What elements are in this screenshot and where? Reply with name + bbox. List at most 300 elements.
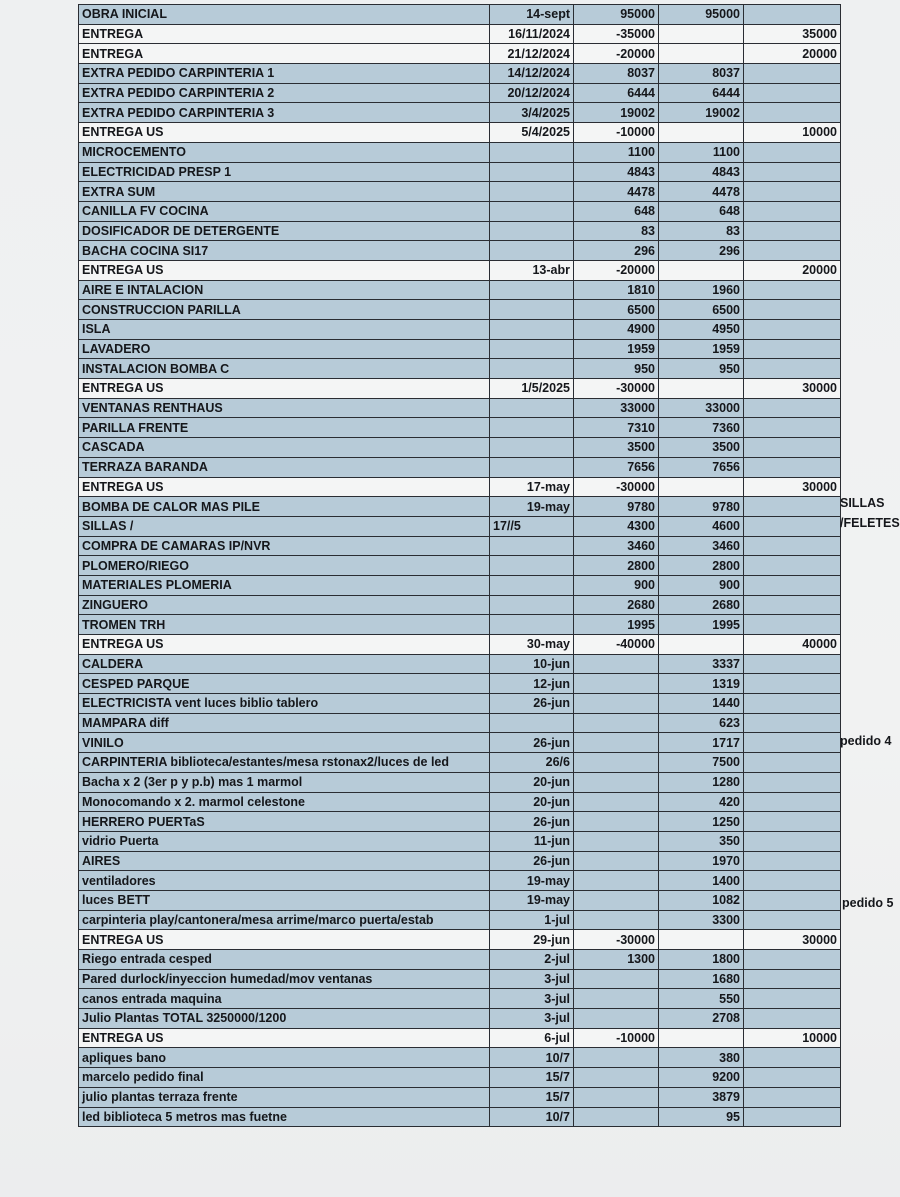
row-date: [490, 418, 574, 438]
row-amount: 6444: [574, 83, 659, 103]
table-row: [79, 851, 841, 871]
row-amount: [574, 1068, 659, 1088]
row-description: ELECTRICIDAD PRESP 1: [79, 162, 490, 182]
row-description: Riego entrada cesped: [79, 950, 490, 970]
row-description: VENTANAS RENTHAUS: [79, 398, 490, 418]
row-cost: 1100: [659, 142, 744, 162]
row-payment: [744, 5, 841, 25]
row-payment: [744, 772, 841, 792]
row-payment: [744, 1068, 841, 1088]
row-payment: [744, 83, 841, 103]
row-description: PLOMERO/RIEGO: [79, 556, 490, 576]
row-payment: 10000: [744, 1028, 841, 1048]
row-cost: [659, 44, 744, 64]
row-date: 12-jun: [490, 674, 574, 694]
note-feletes: /FELETES: [840, 516, 900, 530]
row-amount: 9780: [574, 497, 659, 517]
row-cost: [659, 379, 744, 399]
row-date: 20-jun: [490, 772, 574, 792]
row-date: [490, 398, 574, 418]
row-description: EXTRA PEDIDO CARPINTERIA 2: [79, 83, 490, 103]
row-payment: [744, 398, 841, 418]
row-cost: 648: [659, 201, 744, 221]
row-payment: [744, 812, 841, 832]
table-row: [79, 497, 841, 517]
row-date: [490, 221, 574, 241]
row-date: 19-may: [490, 497, 574, 517]
table-row: [79, 103, 841, 123]
row-date: [490, 615, 574, 635]
row-amount: [574, 674, 659, 694]
row-date: 10/7: [490, 1048, 574, 1068]
row-cost: 380: [659, 1048, 744, 1068]
table-row: [79, 418, 841, 438]
table-row: [79, 753, 841, 773]
row-cost: 3500: [659, 438, 744, 458]
row-amount: 1959: [574, 339, 659, 359]
table-row: [79, 654, 841, 674]
row-cost: 7360: [659, 418, 744, 438]
row-cost: 33000: [659, 398, 744, 418]
row-amount: [574, 1107, 659, 1127]
row-amount: 1300: [574, 950, 659, 970]
row-description: OBRA INICIAL: [79, 5, 490, 25]
row-amount: [574, 713, 659, 733]
row-date: 26/6: [490, 753, 574, 773]
row-description: ISLA: [79, 320, 490, 340]
row-date: 10/7: [490, 1107, 574, 1127]
row-description: ventiladores: [79, 871, 490, 891]
row-cost: 9200: [659, 1068, 744, 1088]
row-description: ENTREGA US: [79, 930, 490, 950]
row-cost: 1440: [659, 694, 744, 714]
row-payment: [744, 536, 841, 556]
row-payment: [744, 457, 841, 477]
row-cost: 1717: [659, 733, 744, 753]
row-payment: [744, 595, 841, 615]
row-description: ENTREGA US: [79, 123, 490, 143]
row-payment: [744, 359, 841, 379]
row-date: 19-may: [490, 871, 574, 891]
row-cost: 4950: [659, 320, 744, 340]
row-amount: 4478: [574, 182, 659, 202]
row-cost: 950: [659, 359, 744, 379]
row-amount: 4843: [574, 162, 659, 182]
row-amount: -20000: [574, 44, 659, 64]
row-description: ENTREGA US: [79, 379, 490, 399]
row-description: VINILO: [79, 733, 490, 753]
row-description: Bacha x 2 (3er p y p.b) mas 1 marmol: [79, 772, 490, 792]
row-amount: -20000: [574, 260, 659, 280]
row-cost: 1959: [659, 339, 744, 359]
row-cost: 1680: [659, 969, 744, 989]
row-amount: 7656: [574, 457, 659, 477]
row-cost: 6444: [659, 83, 744, 103]
row-description: SILLAS /: [79, 516, 490, 536]
row-description: CESPED PARQUE: [79, 674, 490, 694]
row-cost: 1250: [659, 812, 744, 832]
row-date: [490, 142, 574, 162]
row-description: apliques bano: [79, 1048, 490, 1068]
row-payment: [744, 1087, 841, 1107]
table-row: [79, 221, 841, 241]
row-description: ENTREGA US: [79, 635, 490, 655]
row-description: CANILLA FV COCINA: [79, 201, 490, 221]
row-payment: [744, 871, 841, 891]
row-description: CONSTRUCCION PARILLA: [79, 300, 490, 320]
row-payment: [744, 201, 841, 221]
row-date: 5/4/2025: [490, 123, 574, 143]
row-amount: [574, 772, 659, 792]
row-amount: [574, 1009, 659, 1029]
row-payment: [744, 182, 841, 202]
table-row: [79, 1009, 841, 1029]
row-payment: [744, 64, 841, 84]
note-pedido-5: pedido 5: [842, 896, 894, 910]
row-cost: 420: [659, 792, 744, 812]
row-description: AIRE E INTALACION: [79, 280, 490, 300]
row-payment: 30000: [744, 930, 841, 950]
row-payment: [744, 910, 841, 930]
row-date: 26-jun: [490, 812, 574, 832]
row-amount: 900: [574, 575, 659, 595]
table-row: [79, 772, 841, 792]
row-amount: [574, 753, 659, 773]
row-amount: -10000: [574, 123, 659, 143]
row-amount: 1810: [574, 280, 659, 300]
row-description: vidrio Puerta: [79, 831, 490, 851]
row-payment: [744, 221, 841, 241]
row-date: [490, 339, 574, 359]
row-description: HERRERO PUERTaS: [79, 812, 490, 832]
row-description: TROMEN TRH: [79, 615, 490, 635]
row-cost: 95000: [659, 5, 744, 25]
row-date: 3-jul: [490, 989, 574, 1009]
row-description: MATERIALES PLOMERIA: [79, 575, 490, 595]
row-payment: [744, 831, 841, 851]
row-date: 3/4/2025: [490, 103, 574, 123]
table-row: [79, 24, 841, 44]
row-date: 13-abr: [490, 260, 574, 280]
row-payment: [744, 320, 841, 340]
row-date: 20-jun: [490, 792, 574, 812]
row-cost: 3300: [659, 910, 744, 930]
row-amount: [574, 851, 659, 871]
row-payment: [744, 516, 841, 536]
table-row: [79, 142, 841, 162]
row-cost: 7656: [659, 457, 744, 477]
row-date: 26-jun: [490, 733, 574, 753]
row-cost: 1400: [659, 871, 744, 891]
row-description: CARPINTERIA biblioteca/estantes/mesa rstonax2/luces de led: [79, 753, 490, 773]
row-amount: [574, 1048, 659, 1068]
row-date: 17//5: [490, 516, 574, 536]
row-cost: [659, 635, 744, 655]
row-cost: [659, 123, 744, 143]
row-amount: 1995: [574, 615, 659, 635]
row-amount: -30000: [574, 930, 659, 950]
row-description: ZINGUERO: [79, 595, 490, 615]
row-description: TERRAZA BARANDA: [79, 457, 490, 477]
row-date: [490, 457, 574, 477]
row-cost: 2708: [659, 1009, 744, 1029]
row-payment: 10000: [744, 123, 841, 143]
row-payment: [744, 162, 841, 182]
row-date: 26-jun: [490, 851, 574, 871]
row-amount: 2800: [574, 556, 659, 576]
note-sillas: SILLAS: [840, 496, 885, 510]
table-row: [79, 930, 841, 950]
row-date: 29-jun: [490, 930, 574, 950]
row-amount: 95000: [574, 5, 659, 25]
table-row: [79, 457, 841, 477]
table-row: [79, 339, 841, 359]
row-payment: 20000: [744, 260, 841, 280]
row-payment: 40000: [744, 635, 841, 655]
row-payment: [744, 300, 841, 320]
row-amount: [574, 654, 659, 674]
ledger-body: [79, 5, 841, 1127]
table-row: [79, 595, 841, 615]
row-date: 15/7: [490, 1087, 574, 1107]
row-payment: [744, 1107, 841, 1127]
row-cost: 6500: [659, 300, 744, 320]
row-date: 17-may: [490, 477, 574, 497]
row-cost: [659, 24, 744, 44]
row-amount: -30000: [574, 477, 659, 497]
table-row: [79, 831, 841, 851]
row-date: [490, 556, 574, 576]
row-date: 14-sept: [490, 5, 574, 25]
row-description: BOMBA DE CALOR MAS PILE: [79, 497, 490, 517]
row-cost: 7500: [659, 753, 744, 773]
table-row: [79, 674, 841, 694]
row-date: [490, 280, 574, 300]
row-cost: 4843: [659, 162, 744, 182]
row-payment: [744, 1048, 841, 1068]
row-cost: 2680: [659, 595, 744, 615]
row-cost: 9780: [659, 497, 744, 517]
expense-ledger-table: [78, 4, 841, 1127]
row-amount: [574, 1087, 659, 1107]
row-amount: 950: [574, 359, 659, 379]
row-payment: [744, 969, 841, 989]
table-row: [79, 792, 841, 812]
row-date: 21/12/2024: [490, 44, 574, 64]
table-row: [79, 1107, 841, 1127]
table-row: [79, 320, 841, 340]
table-row: [79, 890, 841, 910]
row-date: [490, 536, 574, 556]
row-date: 3-jul: [490, 969, 574, 989]
row-description: Monocomando x 2. marmol celestone: [79, 792, 490, 812]
row-payment: [744, 733, 841, 753]
table-row: [79, 871, 841, 891]
row-payment: [744, 792, 841, 812]
table-row: [79, 44, 841, 64]
row-date: [490, 201, 574, 221]
row-description: ENTREGA: [79, 44, 490, 64]
row-date: [490, 162, 574, 182]
row-amount: 4300: [574, 516, 659, 536]
row-payment: [744, 615, 841, 635]
table-row: [79, 969, 841, 989]
table-row: [79, 1087, 841, 1107]
row-date: 6-jul: [490, 1028, 574, 1048]
row-description: CASCADA: [79, 438, 490, 458]
row-description: ENTREGA US: [79, 477, 490, 497]
row-description: COMPRA DE CAMARAS IP/NVR: [79, 536, 490, 556]
row-cost: [659, 260, 744, 280]
table-row: [79, 950, 841, 970]
row-date: 3-jul: [490, 1009, 574, 1029]
row-amount: [574, 733, 659, 753]
row-date: [490, 182, 574, 202]
row-date: 2-jul: [490, 950, 574, 970]
row-cost: [659, 930, 744, 950]
row-amount: 8037: [574, 64, 659, 84]
row-payment: [744, 674, 841, 694]
row-payment: [744, 339, 841, 359]
row-cost: 3337: [659, 654, 744, 674]
table-row: [79, 5, 841, 25]
row-date: 30-may: [490, 635, 574, 655]
table-row: [79, 733, 841, 753]
row-description: ENTREGA: [79, 24, 490, 44]
row-description: AIRES: [79, 851, 490, 871]
row-payment: [744, 438, 841, 458]
row-description: Pared durlock/inyeccion humedad/mov ventanas: [79, 969, 490, 989]
row-payment: [744, 694, 841, 714]
row-payment: [744, 497, 841, 517]
row-payment: 35000: [744, 24, 841, 44]
row-description: marcelo pedido final: [79, 1068, 490, 1088]
row-description: PARILLA FRENTE: [79, 418, 490, 438]
row-date: 11-jun: [490, 831, 574, 851]
row-amount: 6500: [574, 300, 659, 320]
note-pedido-4: pedido 4: [840, 734, 892, 748]
table-row: [79, 201, 841, 221]
table-row: [79, 812, 841, 832]
row-date: [490, 320, 574, 340]
row-cost: 4478: [659, 182, 744, 202]
row-amount: 1100: [574, 142, 659, 162]
row-description: luces BETT: [79, 890, 490, 910]
table-row: [79, 1028, 841, 1048]
row-date: [490, 241, 574, 261]
row-date: [490, 300, 574, 320]
row-description: DOSIFICADOR DE DETERGENTE: [79, 221, 490, 241]
row-date: 20/12/2024: [490, 83, 574, 103]
row-amount: 19002: [574, 103, 659, 123]
row-payment: [744, 713, 841, 733]
row-description: EXTRA PEDIDO CARPINTERIA 3: [79, 103, 490, 123]
row-description: CALDERA: [79, 654, 490, 674]
table-row: [79, 379, 841, 399]
row-amount: [574, 694, 659, 714]
row-date: 1-jul: [490, 910, 574, 930]
row-amount: [574, 910, 659, 930]
row-date: [490, 713, 574, 733]
row-amount: [574, 890, 659, 910]
row-cost: 350: [659, 831, 744, 851]
row-amount: [574, 989, 659, 1009]
row-amount: 3500: [574, 438, 659, 458]
row-description: MAMPARA diff: [79, 713, 490, 733]
row-cost: 83: [659, 221, 744, 241]
row-cost: 623: [659, 713, 744, 733]
row-description: canos entrada maquina: [79, 989, 490, 1009]
row-description: carpinteria play/cantonera/mesa arrime/marco puerta/estab: [79, 910, 490, 930]
table-row: [79, 1068, 841, 1088]
table-row: [79, 280, 841, 300]
row-payment: [744, 851, 841, 871]
row-date: 15/7: [490, 1068, 574, 1088]
table-row: [79, 123, 841, 143]
row-amount: -30000: [574, 379, 659, 399]
row-cost: 550: [659, 989, 744, 1009]
row-amount: -10000: [574, 1028, 659, 1048]
row-description: Julio Plantas TOTAL 3250000/1200: [79, 1009, 490, 1029]
row-amount: [574, 969, 659, 989]
row-description: BACHA COCINA SI17: [79, 241, 490, 261]
table-row: [79, 516, 841, 536]
row-payment: 30000: [744, 477, 841, 497]
row-amount: 33000: [574, 398, 659, 418]
row-date: [490, 359, 574, 379]
table-row: [79, 300, 841, 320]
row-cost: 1280: [659, 772, 744, 792]
row-amount: [574, 792, 659, 812]
row-payment: [744, 280, 841, 300]
table-row: [79, 615, 841, 635]
row-amount: -40000: [574, 635, 659, 655]
row-cost: 1995: [659, 615, 744, 635]
table-row: [79, 359, 841, 379]
row-cost: 8037: [659, 64, 744, 84]
row-payment: [744, 989, 841, 1009]
row-date: 26-jun: [490, 694, 574, 714]
row-date: 19-may: [490, 890, 574, 910]
table-row: [79, 575, 841, 595]
row-description: ENTREGA US: [79, 260, 490, 280]
row-payment: [744, 556, 841, 576]
row-description: ENTREGA US: [79, 1028, 490, 1048]
row-cost: 1082: [659, 890, 744, 910]
row-payment: [744, 753, 841, 773]
table-row: [79, 438, 841, 458]
row-amount: 83: [574, 221, 659, 241]
table-row: [79, 713, 841, 733]
row-description: MICROCEMENTO: [79, 142, 490, 162]
row-date: 16/11/2024: [490, 24, 574, 44]
row-amount: [574, 831, 659, 851]
table-row: [79, 477, 841, 497]
table-row: [79, 241, 841, 261]
row-cost: [659, 1028, 744, 1048]
row-cost: 1960: [659, 280, 744, 300]
row-cost: 1800: [659, 950, 744, 970]
table-row: [79, 694, 841, 714]
row-description: EXTRA SUM: [79, 182, 490, 202]
table-row: [79, 260, 841, 280]
row-cost: 1970: [659, 851, 744, 871]
row-cost: 19002: [659, 103, 744, 123]
row-cost: 3879: [659, 1087, 744, 1107]
row-payment: [744, 241, 841, 261]
table-row: [79, 910, 841, 930]
row-cost: 4600: [659, 516, 744, 536]
